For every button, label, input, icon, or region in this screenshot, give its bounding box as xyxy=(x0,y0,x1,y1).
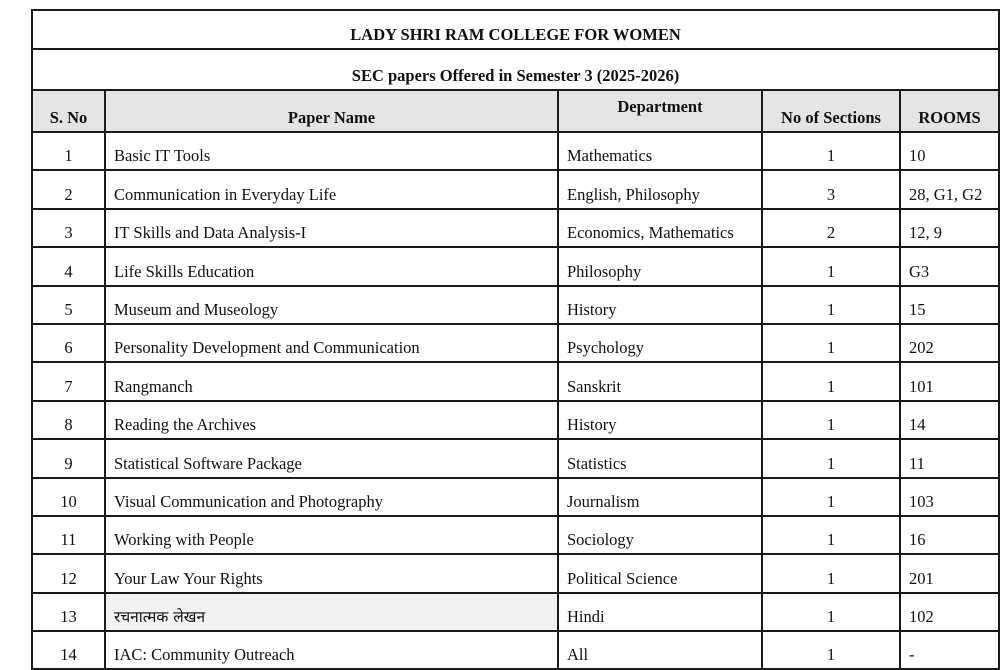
cell-sno: 10 xyxy=(32,478,105,516)
cell-department: Sanskrit xyxy=(558,362,762,400)
cell-sections: 2 xyxy=(762,209,900,247)
cell-rooms: 16 xyxy=(900,516,999,554)
table-row xyxy=(32,516,999,554)
table-row xyxy=(32,554,999,592)
cell-sno: 12 xyxy=(32,554,105,592)
cell-department: Statistics xyxy=(558,439,762,477)
cell-sections: 1 xyxy=(762,554,900,592)
table-row xyxy=(32,286,999,324)
cell-rooms: 201 xyxy=(900,554,999,592)
cell-sections: 1 xyxy=(762,247,900,285)
cell-paper-name: Statistical Software Package xyxy=(105,439,558,477)
cell-department: History xyxy=(558,401,762,439)
header-sections: No of Sections xyxy=(762,90,900,132)
cell-paper-name: Your Law Your Rights xyxy=(105,554,558,592)
cell-sno: 3 xyxy=(32,209,105,247)
cell-sno: 11 xyxy=(32,516,105,554)
cell-department: Philosophy xyxy=(558,247,762,285)
table-row xyxy=(32,247,999,285)
header-rooms: ROOMS xyxy=(900,90,999,132)
cell-sno: 13 xyxy=(32,593,105,631)
cell-department: Psychology xyxy=(558,324,762,362)
cell-rooms: - xyxy=(900,631,999,669)
table-row xyxy=(32,478,999,516)
table-row xyxy=(32,631,999,669)
cell-paper-name: IAC: Community Outreach xyxy=(105,631,558,669)
table-row xyxy=(32,439,999,477)
table-row xyxy=(32,209,999,247)
college-title: LADY SHRI RAM COLLEGE FOR WOMEN xyxy=(32,10,999,49)
cell-department: Hindi xyxy=(558,593,762,631)
cell-sections: 1 xyxy=(762,593,900,631)
cell-paper-name: Museum and Museology xyxy=(105,286,558,324)
cell-sno: 14 xyxy=(32,631,105,669)
cell-paper-name: Rangmanch xyxy=(105,362,558,400)
cell-sections: 1 xyxy=(762,324,900,362)
sec-papers-sheet xyxy=(31,9,998,670)
cell-rooms: 12, 9 xyxy=(900,209,999,247)
cell-paper-name: रचनात्मक लेखन xyxy=(105,593,558,631)
cell-rooms: 14 xyxy=(900,401,999,439)
table-row xyxy=(32,170,999,208)
cell-sno: 4 xyxy=(32,247,105,285)
cell-rooms: 101 xyxy=(900,362,999,400)
cell-paper-name: Working with People xyxy=(105,516,558,554)
cell-sections: 1 xyxy=(762,362,900,400)
header-department: Department xyxy=(558,90,762,132)
header-sno: S. No xyxy=(32,90,105,132)
cell-sections: 1 xyxy=(762,631,900,669)
cell-department: All xyxy=(558,631,762,669)
cell-rooms: 11 xyxy=(900,439,999,477)
cell-paper-name: Life Skills Education xyxy=(105,247,558,285)
header-paper-name: Paper Name xyxy=(105,90,558,132)
cell-sno: 7 xyxy=(32,362,105,400)
cell-rooms: 15 xyxy=(900,286,999,324)
cell-sections: 1 xyxy=(762,132,900,170)
header-row xyxy=(32,90,999,132)
cell-rooms: 28, G1, G2 xyxy=(900,170,999,208)
cell-department: Mathematics xyxy=(558,132,762,170)
table-row xyxy=(32,593,999,631)
cell-sections: 1 xyxy=(762,439,900,477)
cell-rooms: 10 xyxy=(900,132,999,170)
cell-department: Economics, Mathematics xyxy=(558,209,762,247)
cell-paper-name: Basic IT Tools xyxy=(105,132,558,170)
cell-rooms: 202 xyxy=(900,324,999,362)
cell-sections: 1 xyxy=(762,478,900,516)
cell-sno: 8 xyxy=(32,401,105,439)
cell-paper-name: Reading the Archives xyxy=(105,401,558,439)
cell-sections: 1 xyxy=(762,401,900,439)
cell-paper-name: Communication in Everyday Life xyxy=(105,170,558,208)
cell-paper-name: Visual Communication and Photography xyxy=(105,478,558,516)
cell-department: Political Science xyxy=(558,554,762,592)
cell-department: English, Philosophy xyxy=(558,170,762,208)
cell-sno: 9 xyxy=(32,439,105,477)
sec-papers-table xyxy=(31,9,1000,670)
cell-sections: 1 xyxy=(762,516,900,554)
table-row xyxy=(32,362,999,400)
cell-paper-name: Personality Development and Communication xyxy=(105,324,558,362)
cell-department: Sociology xyxy=(558,516,762,554)
table-row xyxy=(32,401,999,439)
cell-paper-name: IT Skills and Data Analysis-I xyxy=(105,209,558,247)
cell-sno: 5 xyxy=(32,286,105,324)
table-row xyxy=(32,132,999,170)
cell-rooms: G3 xyxy=(900,247,999,285)
cell-department: Journalism xyxy=(558,478,762,516)
cell-sno: 6 xyxy=(32,324,105,362)
cell-rooms: 103 xyxy=(900,478,999,516)
table-row xyxy=(32,324,999,362)
cell-department: History xyxy=(558,286,762,324)
cell-rooms: 102 xyxy=(900,593,999,631)
cell-sno: 1 xyxy=(32,132,105,170)
table-subtitle: SEC papers Offered in Semester 3 (2025-2026) xyxy=(32,49,999,90)
cell-sections: 1 xyxy=(762,286,900,324)
cell-sno: 2 xyxy=(32,170,105,208)
cell-sections: 3 xyxy=(762,170,900,208)
